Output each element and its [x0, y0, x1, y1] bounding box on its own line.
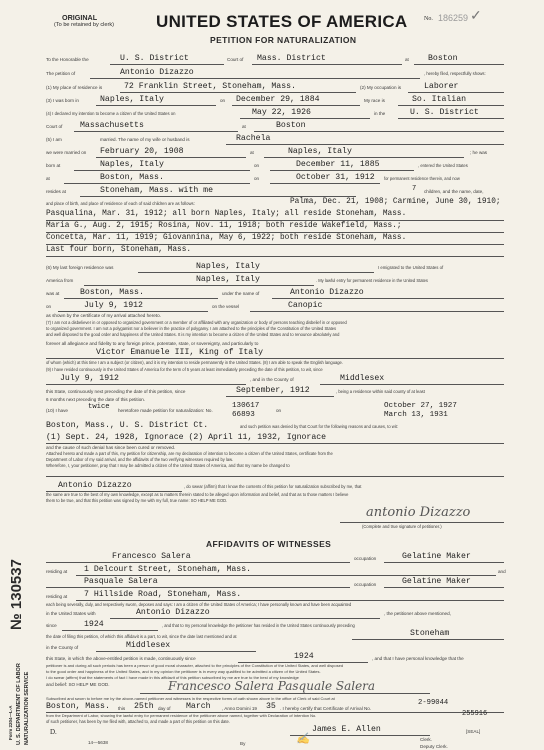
oath-name: Antonio Dizazzo: [58, 481, 132, 490]
marriage-date: February 20, 1908: [100, 147, 184, 156]
since-label: since: [46, 623, 57, 628]
married-on-label: we were married on: [46, 150, 87, 155]
sovereign-value: Victor Emanuele III, King of Italy: [96, 348, 264, 357]
certificate-note: as shown by the certificate of my arrival attached hereto.: [46, 313, 161, 318]
subscribed-day: 25th: [134, 702, 154, 711]
subscribed-year: 35: [266, 702, 276, 711]
deputy-clerk-label: Deputy Clerk.: [420, 744, 448, 749]
entered-label: , entered the United States: [418, 163, 468, 168]
last-foreign-value: Naples, Italy: [196, 262, 260, 271]
certify-label: . I hereby certify that Certificate of Arrival No.: [280, 706, 372, 711]
from-dept-text: from the Department of Labor, showing the lawful entry for permanent residence of the petitioner above named, together with Declaration of Intention No.: [46, 713, 317, 718]
sworn-line-7: to the good order and happiness of the United States, and in my opinion the petitioner is in every way qualified to be admitted a citizen of the United States.: [46, 669, 321, 674]
seal-d-label: D.: [50, 728, 57, 736]
child-line-2: Pasqualina, Mar. 31, 1912; all born Naples, Italy; all reside Stoneham, Mass.: [46, 210, 407, 218]
para10-tail: heretofore made petition for naturalization: No.: [118, 408, 213, 413]
in-county-label: in the County of: [46, 645, 79, 650]
form-number: Form 2204—L-A: [8, 705, 13, 740]
witness-2-occupation: Gelatine Maker: [402, 577, 471, 586]
check-mark-icon: ✓: [470, 9, 482, 24]
wife-entry-port: Boston, Mass.: [100, 173, 164, 182]
affidavits-heading: AFFIDAVITS OF WITNESSES: [206, 539, 332, 549]
sworn-line-1: each being severally, duly, and respectively sworn, deposes and says: I am a citizen of the United States of America; I have personally known and have been acquainted: [46, 602, 352, 607]
para7-line-2: to organized government. I am not a polygamist nor a believer in the practice of polygamy. I am attached to the principles of the Constitution of the United States: [46, 326, 337, 331]
stamp-number: 186259: [438, 13, 469, 23]
para9-line-2: this State, continuously next preceding the date of this petition, since: [46, 389, 186, 394]
affidavit-town: Stoneham: [410, 629, 450, 638]
race-value: So. Italian: [412, 95, 467, 104]
wife-birthplace: Naples, Italy: [100, 160, 164, 169]
to-honorable: To the Honorable the: [46, 57, 89, 62]
court-state: Mass. District: [257, 54, 326, 63]
prev-court: Boston, Mass., U. S. District Ct.: [46, 421, 209, 430]
by-label: By: [240, 741, 246, 746]
dept-label: U. S. DEPARTMENT OF LABOR: [16, 663, 22, 745]
entry-port: Boston, Mass.: [80, 288, 144, 297]
serial-number: № 130537: [8, 559, 25, 630]
para7-line-4: forever all allegiance and fidelity to any foreign prince, potentate, state, or sovereignty, and particularly to: [46, 341, 259, 346]
county-value: Middlesex: [340, 374, 385, 383]
witness-1-name: Francesco Salera: [112, 552, 191, 561]
witness-1-occupation: Gelatine Maker: [402, 552, 471, 561]
subscribed-text: Subscribed and sworn to before me by the above-named petitioner and witnesses in the respective forms of oath shown above in the office of Clerk of said Court at: [46, 696, 335, 701]
in-the-label: in the: [374, 111, 386, 116]
marriage-place: Naples, Italy: [288, 147, 352, 156]
wife-name: Rachela: [236, 134, 271, 143]
on-label-5: on: [276, 408, 282, 413]
children-intro: and place of birth, and place of residence of each of said children are as follows:: [46, 201, 195, 206]
service-label: NATURALIZATION SERVICE: [24, 671, 30, 745]
at-label-2: at: [242, 124, 246, 129]
perm-res-label: for permanent residence therein, and now: [384, 176, 460, 181]
arrival-number: 2-99044: [418, 699, 449, 707]
birthplace-value: Naples, Italy: [100, 95, 164, 104]
entry-date: July 9, 1912: [84, 301, 143, 310]
race-label: My race is: [364, 98, 385, 103]
occupation-value: Laborer: [424, 82, 459, 91]
born-label: (3) I was born in: [46, 98, 79, 103]
retained-note: (To be retained by clerk): [54, 22, 115, 28]
oath-line-3: them to be true, and that this petition was signed by me with my full, true name: SO HELP ME GOD.: [46, 498, 228, 503]
county-label: , and in the County of: [250, 377, 294, 382]
prev-number-2: 66893: [232, 411, 255, 419]
wife-entry-date: October 31, 1912: [296, 173, 375, 182]
affidavit-since-2: 1924: [294, 652, 314, 661]
on-label-4: on: [46, 304, 52, 309]
document-title: UNITED STATES OF AMERICA: [156, 12, 408, 31]
document-subtitle: PETITION FOR NATURALIZATION: [210, 35, 357, 45]
prev-number-1: 130617: [232, 402, 260, 410]
denial-reasons: (1) Sept. 24, 1928, Ignorace (2) April 11, 1932, Ignorace: [46, 433, 327, 442]
child-line-3: Maria G., Aug. 2, 1915; Rosina, Nov. 11, 1918; both reside Wakefield, Mass.;: [46, 222, 402, 230]
prev-date-1: October 27, 1927: [384, 402, 457, 410]
residence-value: 72 Franklin Street, Stoneham, Mass.: [124, 82, 296, 91]
in-us-with-label: in the United States with: [46, 611, 96, 616]
wife-residence: Stoneham, Mass. with me: [100, 186, 214, 195]
petition-of: The petition of: [46, 71, 76, 76]
para9-line-1: (9) I have resided continuously in the United States of America for the term of 5 years at least immediately preceding the date of this petition, to wit, since: [46, 367, 323, 372]
he-was-label: ; he was: [470, 150, 488, 155]
clerk-title: Clerk.: [420, 737, 432, 742]
clerk-name: James E. Allen: [312, 725, 381, 734]
day-of-label: day of: [158, 706, 171, 711]
denied-text: and such petition was denied by that Court for the following reasons and causes, to wit:: [240, 424, 398, 429]
vessel-label: on the vessel: [212, 304, 240, 309]
declaration-court: U. S. District: [410, 108, 479, 117]
declared-label: (4) I declared my intention to become a citizen of the United States on: [46, 111, 176, 116]
petitioner-name: Antonio Dizazzo: [120, 68, 194, 77]
denial-cured: and the cause of such denial has since been cured or removed.: [46, 445, 176, 450]
para9-line-4: 6 months next preceding the date of this petition.: [46, 397, 146, 402]
sworn-line-2: , and that to my personal knowledge the petitioner has resided in the United States continuously preceding: [162, 623, 355, 628]
emigrated-from: Naples, Italy: [196, 275, 260, 284]
declaration-date: May 22, 1926: [252, 108, 311, 117]
wherefore-text: Wherefore, I, your petitioner, pray that I may be admitted a citizen of the United States of America, and that my name be changed to: [46, 463, 290, 468]
and-label: and: [498, 569, 506, 574]
on-label-3: on: [254, 176, 260, 181]
occupation-label-2: occupation: [354, 582, 377, 587]
oath-line-2: the same are true to the best of my own knowledge, except as to matters therein stated to be alleged upon information and belief, and that as to those matters I believe: [46, 492, 349, 497]
married-text: married. The name of my wife or husband is: [100, 137, 190, 142]
witness-signatures: Francesco Salera Pasquale Salera: [168, 679, 376, 693]
petitioner-mentioned: , the petitioner above mentioned,: [384, 611, 451, 616]
children-count: 7: [412, 185, 417, 193]
oath-line-1: , do swear (affirm) that I know the contents of this petition for naturalization subscribed by me, that: [184, 484, 362, 489]
subscribed-city: Boston, Mass.: [46, 702, 110, 711]
this-label: this: [118, 706, 126, 711]
residing-label-2: residing at: [46, 594, 68, 599]
para7-line-3: and well disposed to the good order and happiness of the United States. It is my intention to become a citizen of the United States and to renounce absolutely and: [46, 332, 340, 337]
emigrated-label: I emigrated to the United States of: [378, 265, 444, 270]
affidavit-petitioner: Antonio Dizazzo: [136, 608, 210, 617]
wife-birth-date: December 11, 1885: [296, 160, 380, 169]
original-label: ORIGINAL: [62, 13, 98, 22]
attached-line-2: Department of Labor of my said arrival, and the affidavits of the two verifying witnesses required by law.: [46, 457, 233, 462]
court-of-label: Court of: [46, 124, 63, 129]
stamp-no-label: No.: [424, 16, 433, 22]
occupation-label-1: occupation: [354, 556, 377, 561]
on-label: on: [220, 98, 226, 103]
i-am-label: (5) I am: [46, 137, 62, 142]
witness-2-name: Pasquale Salera: [84, 577, 158, 586]
declaration-state: Massachusetts: [80, 121, 144, 130]
subscribed-month: March: [186, 702, 211, 711]
court-city: Boston: [428, 54, 458, 63]
para7-line-5: of whom (which) at this time I am a subject (or citizen), and it is my intention to reside permanently in the United States. (8) I am able to speak the English language.: [46, 360, 343, 365]
at-label-3: at: [250, 150, 254, 155]
under-name-label: under the name of: [222, 291, 260, 296]
witness-2-residence: 7 Hillside Road, Stoneham, Mass.: [84, 590, 242, 599]
america-from-label: America from: [46, 278, 74, 283]
child-line-4: Concetta, Mar. 11, 1919; Giovannina, May 6, 1922; both reside Stoneham, Mass.: [46, 234, 407, 242]
declaration-city: Boston: [276, 121, 306, 130]
witness-1-residence: 1 Delcourt Street, Stoneham, Mass.: [84, 565, 252, 574]
child-line-1: Palma, Dec. 21, 1908; Carmine, June 30, 1910;: [290, 198, 501, 206]
occupation-label: (2) My occupation is: [360, 85, 402, 90]
signature-caption: (Complete and true signature of petitioner.): [362, 524, 442, 529]
court-name: U. S. District: [120, 54, 189, 63]
vessel-value: Canopic: [288, 301, 323, 310]
county-since: September, 1912: [236, 386, 310, 395]
residing-label-1: residing at: [46, 569, 68, 574]
at-label-4: at: [46, 176, 50, 181]
last-foreign-label: (6) My last foreign residence was: [46, 265, 114, 270]
times-value: twice: [88, 403, 110, 411]
sworn-line-8: I do swear (affirm) that the statements of fact I have made in this affidavit of this petition subscribed by me are true to the best of my knowledge: [46, 675, 299, 680]
entry-name: Antonio Dizazzo: [290, 288, 364, 297]
resided-since: July 9, 1912: [60, 374, 119, 383]
sworn-line-5: , and that I have personal knowledge that the: [372, 656, 464, 661]
attached-line-1: Attached hereto and made a part of this, my petition for citizenship, are my declaration of intention to become a citizen of the United States, certificate from the: [46, 451, 333, 456]
and-belief: and belief: SO HELP ME GOD.: [46, 682, 110, 687]
have-label: (10) I have: [46, 408, 68, 413]
petitioner-signature: antonio Dizazzo: [366, 505, 471, 520]
affidavit-since: 1924: [84, 620, 104, 629]
lawful-entry-label: . My lawful entry for permanent residence in the United States: [316, 278, 428, 283]
child-line-5: Last four born, Stoneham, Mass.: [46, 246, 192, 254]
birth-date-value: December 29, 1884: [236, 95, 320, 104]
declaration-number: 255916: [462, 710, 488, 718]
court-of: Court of: [227, 57, 244, 62]
seal-label: [SEAL]: [466, 729, 481, 734]
deputy-signature: ✍: [296, 732, 310, 745]
residence-label: (1) My place of residence is: [46, 85, 103, 90]
of-such-text: of such petitioner, has been by me filed with, attached to, and made a part of this petition on this date.: [46, 719, 230, 724]
born-at-label: born at: [46, 163, 61, 168]
sworn-line-4: this State, in which the above-entitled petition is made, continuously since: [46, 656, 196, 661]
was-at-label: was at: [46, 291, 60, 296]
para9-line-3: , being a residence within said county of at least: [336, 389, 425, 394]
para7-line-1: (7) I am not a disbeliever in or opposed to organized government or a member of or affiliated with any organization or body of persons teaching disbelief in or opposed: [46, 320, 347, 325]
hereby-filed: , hereby filed, respectfully shows:: [424, 71, 486, 76]
affidavit-county: Middlesex: [126, 641, 171, 650]
sworn-line-6: petitioner is and during all such periods has been a person of good moral character, attached to the principles of the Constitution of the United States, and well disposed: [46, 663, 344, 668]
at-label: at: [405, 57, 409, 62]
anno-label: , Anno Domini 19: [222, 706, 257, 711]
on-label-2: on: [254, 163, 260, 168]
footer-code: 14—5638: [88, 740, 108, 745]
prev-date-2: March 13, 1931: [384, 411, 448, 419]
resides-at-label: resides at: [46, 189, 66, 194]
children-tail: children, and the name, date,: [424, 189, 484, 194]
sworn-line-3: the date of filing this petition, of which this affidavit is a part, to wit, since the date last mentioned and at: [46, 634, 237, 639]
